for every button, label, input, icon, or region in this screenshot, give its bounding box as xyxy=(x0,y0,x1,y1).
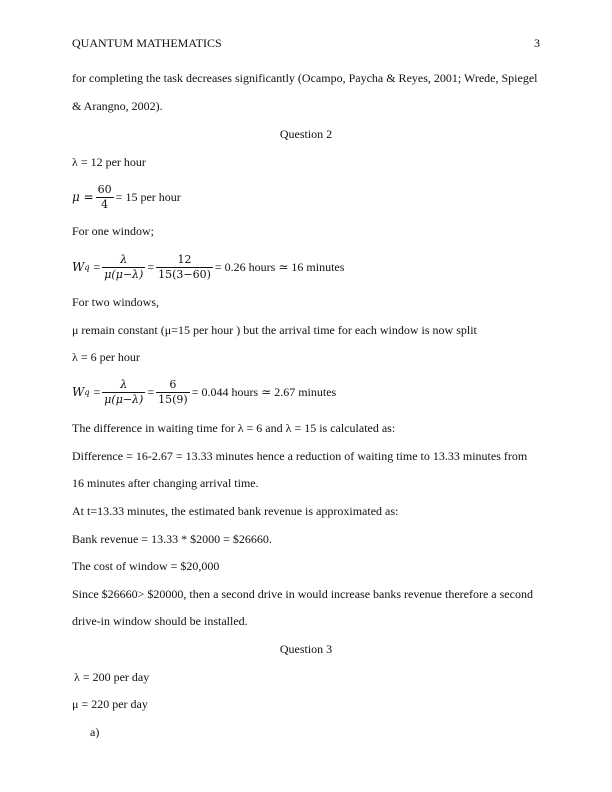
wq-equation-one-window xyxy=(72,250,344,284)
q3-mu-line: μ = 220 per day xyxy=(72,697,148,711)
paragraph-line: & Arangno, 2002). xyxy=(72,99,163,113)
q3-lambda-line: λ = 200 per day xyxy=(74,670,150,684)
value-denominator: 15(9) xyxy=(158,392,188,406)
page-number: 3 xyxy=(534,36,540,50)
mu-fraction xyxy=(96,183,114,212)
conclusion-line-1: Since $26660> $20000, then a second drive in would increase banks revenue therefore a second xyxy=(72,587,533,601)
equals-sign: = xyxy=(93,384,101,399)
lambda-line: λ = 12 per hour xyxy=(72,155,146,169)
result-text: = 0.044 hours ≃ 2.67 minutes xyxy=(191,384,337,399)
mu-numerator: 60 xyxy=(97,182,112,196)
mu-denominator: 4 xyxy=(96,197,114,212)
wq-equation-two-windows xyxy=(72,375,336,409)
formula-numerator: λ xyxy=(120,377,128,391)
value-numerator: 6 xyxy=(169,377,177,391)
wq-symbol: W xyxy=(72,385,85,399)
mu-lhs: μ = xyxy=(72,190,94,204)
mu-equation xyxy=(72,180,181,214)
part-a-label: a) xyxy=(90,725,100,739)
formula-numerator: λ xyxy=(120,252,128,266)
equals-sign: = xyxy=(93,259,101,274)
lambda-6-line: λ = 6 per hour xyxy=(72,350,140,364)
value-denominator: 15(3−60) xyxy=(158,267,211,281)
equals-sign: = xyxy=(147,259,155,274)
value-fraction xyxy=(156,378,190,407)
wq-symbol: W xyxy=(72,260,85,274)
result-text: = 0.26 hours ≃ 16 minutes xyxy=(214,259,345,274)
revenue-line: Bank revenue = 13.33 * $2000 = $26660. xyxy=(72,532,272,546)
header-title: QUANTUM MATHEMATICS xyxy=(72,36,222,50)
formula-fraction xyxy=(102,253,145,282)
difference-line-1: Difference = 16-2.67 = 13.33 minutes hence a reduction of waiting time to 13.33 minutes from xyxy=(72,449,528,463)
one-window-label: For one window; xyxy=(72,224,154,238)
equals-sign: = xyxy=(147,384,155,399)
wq-subscript: q xyxy=(84,262,90,272)
formula-denominator: μ(μ−λ) xyxy=(104,392,144,406)
difference-line-2: 16 minutes after changing arrival time. xyxy=(72,476,259,490)
value-fraction xyxy=(156,253,213,282)
paragraph-line: for completing the task decreases significantly (Ocampo, Paycha & Reyes, 2001; Wrede, Spiegel xyxy=(72,71,538,85)
mu-rhs: = 15 per hour xyxy=(115,189,181,204)
mu-constant-line: μ remain constant (μ=15 per hour ) but the arrival time for each window is now split xyxy=(72,323,477,337)
two-windows-label: For two windows, xyxy=(72,295,160,309)
conclusion-line-2: drive-in window should be installed. xyxy=(72,614,248,628)
question-3-heading: Question 3 xyxy=(279,642,333,656)
question-2-heading: Question 2 xyxy=(279,127,333,141)
revenue-intro: At t=13.33 minutes, the estimated bank revenue is approximated as: xyxy=(72,504,399,518)
cost-line: The cost of window = $20,000 xyxy=(72,559,220,573)
wq-subscript: q xyxy=(84,387,90,397)
formula-denominator: μ(μ−λ) xyxy=(104,267,144,281)
difference-intro: The difference in waiting time for λ = 6 and λ = 15 is calculated as: xyxy=(72,421,396,435)
value-numerator: 12 xyxy=(177,252,192,266)
formula-fraction xyxy=(102,378,145,407)
